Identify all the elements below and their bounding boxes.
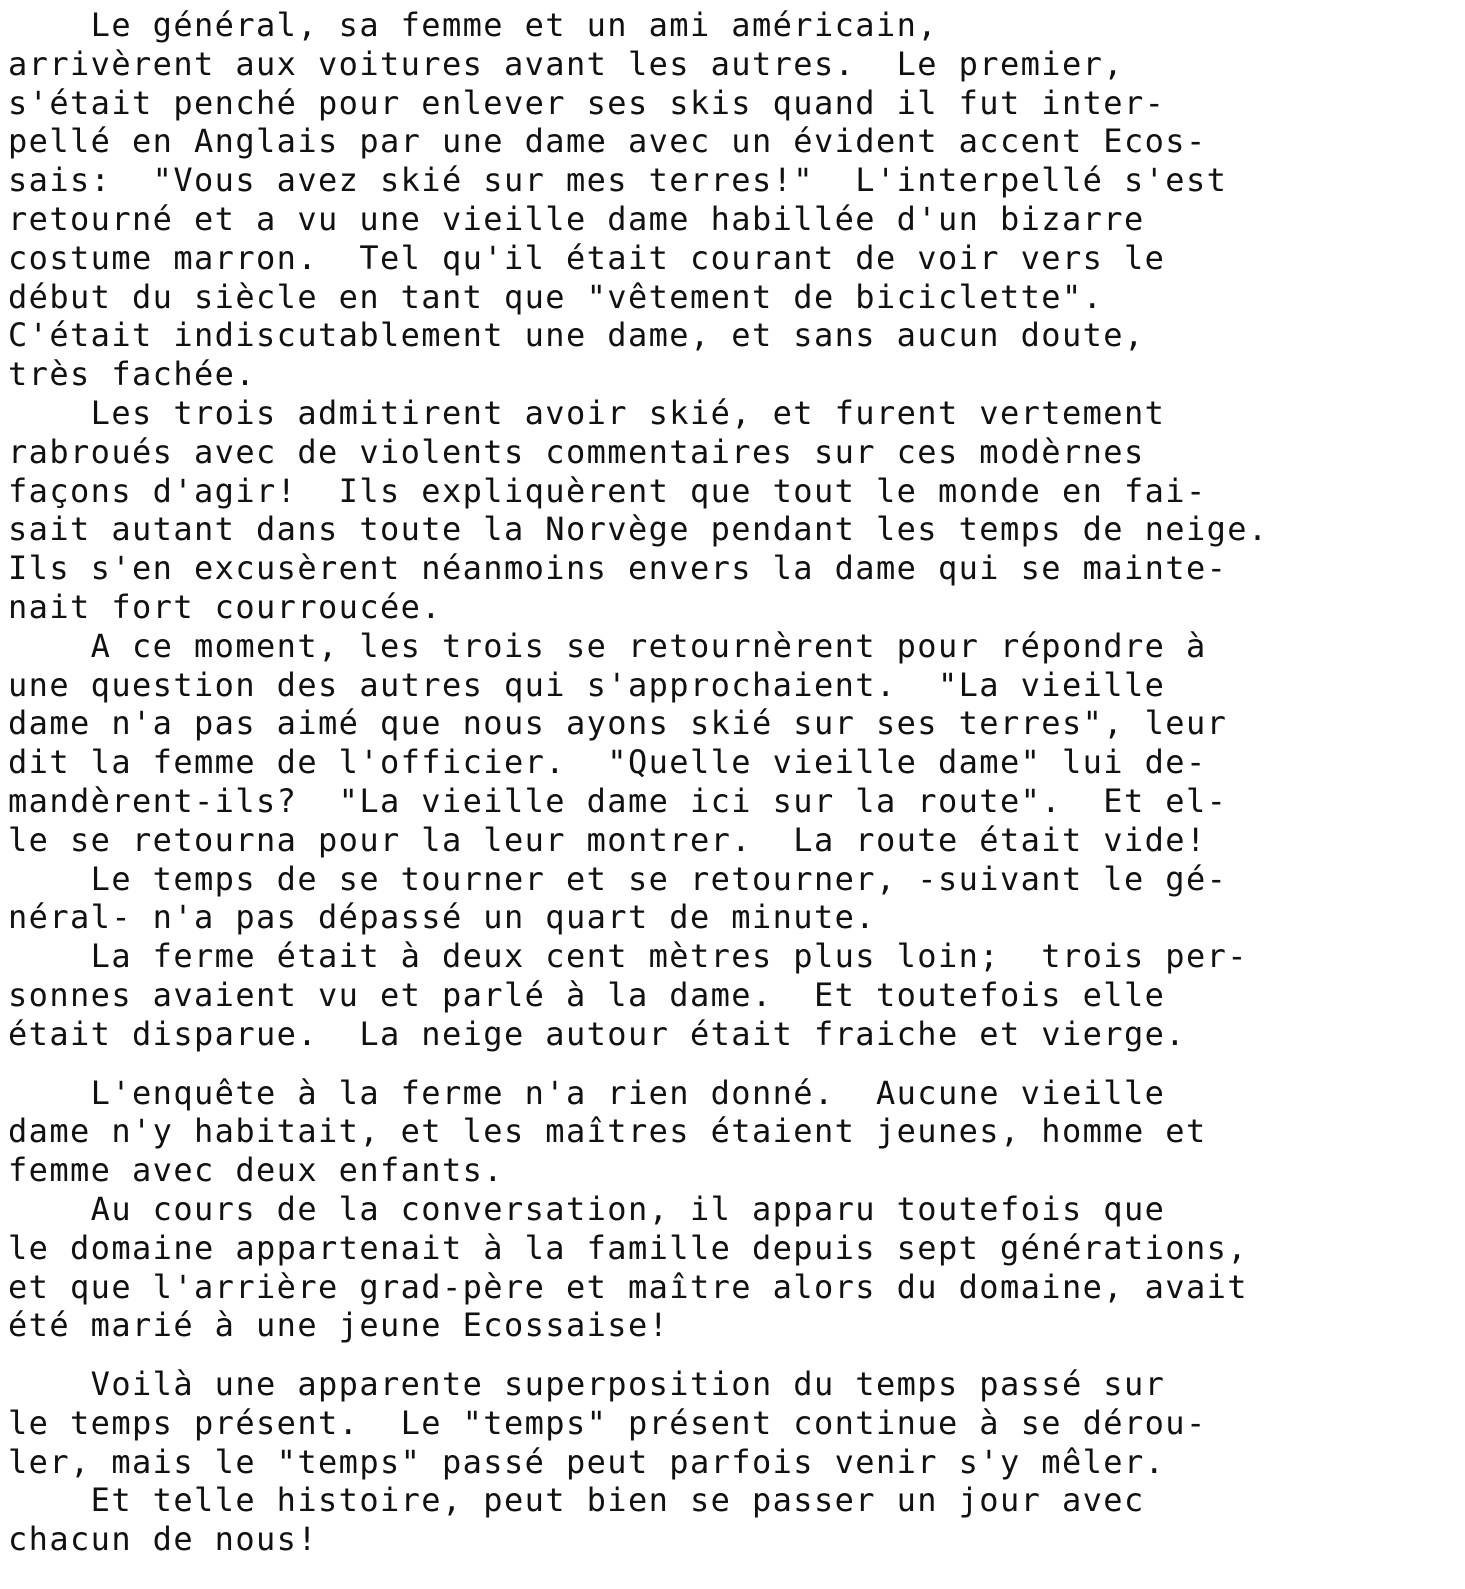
text-line: une question des autres qui s'approchaient. "La vieille (8, 665, 1166, 704)
text-line: sait autant dans toute la Norvège pendant les temps de neige. (8, 510, 1269, 549)
text-line: le temps présent. Le "temps" présent continue à se dérou- (8, 1403, 1207, 1442)
text-line: et que l'arrière grad-père et maître alors du domaine, avait (8, 1267, 1248, 1306)
text-line: dit la femme de l'officier. "Quelle vieille dame" lui de- (8, 743, 1207, 782)
text-line: rabroués avec de violents commentaires sur ces modèrnes (8, 432, 1145, 471)
text-line: le se retourna pour la leur montrer. La route était vide! (8, 820, 1207, 859)
text-line: ler, mais le "temps" passé peut parfois venir s'y mêler. (8, 1442, 1166, 1481)
text-line: arrivèrent aux voitures avant les autres. Le premier, (8, 44, 1124, 83)
text-line: très fachée. (8, 355, 256, 394)
text-line: femme avec deux enfants. (8, 1151, 504, 1190)
text-line: sonnes avaient vu et parlé à la dame. Et toutefois elle (8, 975, 1166, 1014)
paragraph (8, 6, 1458, 394)
paragraph (8, 860, 1458, 938)
text-line: le domaine appartenait à la famille depuis sept générations, (8, 1228, 1248, 1267)
paragraph (8, 1190, 1458, 1345)
text-line: chacun de nous! (8, 1520, 318, 1559)
text-line: dame n'y habitait, et les maîtres étaient jeunes, homme et (8, 1112, 1207, 1151)
paragraph (8, 1481, 1458, 1559)
text-line: s'était penché pour enlever ses skis quand il fut inter- (8, 83, 1166, 122)
paragraph (8, 627, 1458, 860)
text-line: Voilà une apparente superposition du temps passé sur (8, 1365, 1166, 1404)
story-text (8, 6, 1458, 1559)
text-line: Le temps de se tourner et se retourner, -suivant le gé- (8, 859, 1228, 898)
text-line: néral- n'a pas dépassé un quart de minute. (8, 898, 876, 937)
text-line: La ferme était à deux cent mètres plus loin; trois per- (8, 937, 1248, 976)
text-line: sais: "Vous avez skié sur mes terres!" L'interpellé s'est (8, 161, 1228, 200)
paragraph (8, 394, 1458, 627)
text-line: façons d'agir! Ils expliquèrent que tout le monde en fai- (8, 471, 1207, 510)
text-line: mandèrent-ils? "La vieille dame ici sur la route". Et el- (8, 781, 1228, 820)
text-line: Les trois admitirent avoir skié, et furent vertement (8, 393, 1166, 432)
paragraph (8, 937, 1458, 1053)
text-line: Au cours de la conversation, il apparu toutefois que (8, 1189, 1166, 1228)
text-line: Le général, sa femme et un ami américain, (8, 6, 938, 44)
text-line: retourné et a vu une vieille dame habillée d'un bizarre (8, 199, 1145, 238)
text-line: pellé en Anglais par une dame avec un évident accent Ecos- (8, 122, 1207, 161)
text-line: début du siècle en tant que "vêtement de biciclette". (8, 277, 1104, 316)
paragraph (8, 1365, 1458, 1481)
text-line: Ils s'en excusèrent néanmoins envers la dame qui se mainte- (8, 549, 1228, 588)
text-line: costume marron. Tel qu'il était courant de voir vers le (8, 238, 1166, 277)
text-line: A ce moment, les trois se retournèrent pour répondre à (8, 626, 1207, 665)
text-line: nait fort courroucée. (8, 587, 442, 626)
text-line: été marié à une jeune Ecossaise! (8, 1306, 670, 1345)
text-line: dame n'a pas aimé que nous ayons skié sur ses terres", leur (8, 704, 1228, 743)
text-line: C'était indiscutablement une dame, et sans aucun doute, (8, 316, 1145, 355)
paragraph (8, 1074, 1458, 1190)
paragraph-spacer (8, 1345, 1458, 1365)
paragraph-spacer (8, 1054, 1458, 1074)
text-line: était disparue. La neige autour était fraiche et vierge. (8, 1014, 1186, 1053)
text-line: L'enquête à la ferme n'a rien donné. Aucune vieille (8, 1073, 1166, 1112)
text-line: Et telle histoire, peut bien se passer un jour avec (8, 1481, 1145, 1520)
